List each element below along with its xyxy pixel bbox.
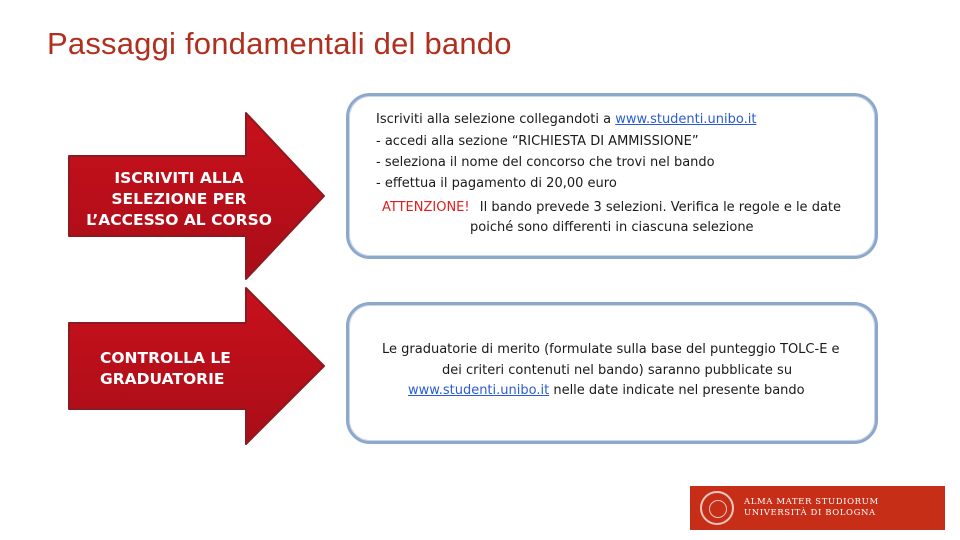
- warning-text: Il bando prevede 3 selezioni. Verifica le regole e le date: [479, 200, 842, 215]
- step2-arrow-label: CONTROLLA LE GRADUATORIE: [100, 349, 231, 388]
- studenti-link[interactable]: www.studenti.unibo.it: [408, 383, 550, 398]
- step1-bullet: - accedi alla sezione “RICHIESTA DI AMMISSIONE”: [376, 134, 699, 149]
- studenti-link[interactable]: www.studenti.unibo.it: [615, 112, 757, 127]
- university-logo: [690, 486, 945, 530]
- step1-info-box: [346, 93, 878, 259]
- page-title: Passaggi fondamentali del bando: [47, 26, 512, 61]
- logo-text: ALMA MATER STUDIORUM UNIVERSITÀ DI BOLOGNA: [744, 497, 879, 518]
- step1-bullet: - seleziona il nome del concorso che trovi nel bando: [376, 155, 715, 170]
- warning-label: ATTENZIONE!: [382, 200, 470, 215]
- step1-intro: Iscriviti alla selezione collegandoti a: [376, 112, 612, 127]
- warning-text-2: poiché sono differenti in ciascuna selezione: [470, 220, 754, 235]
- step1-arrow-label: ISCRIVITI ALLA SELEZIONE PER L’ACCESSO AL CORSO: [86, 169, 272, 229]
- step2-line: nelle date indicate nel presente bando: [553, 383, 805, 398]
- step2-line: Le graduatorie di merito (formulate sulla base del punteggio TOLC-E e: [382, 342, 840, 357]
- seal-icon: [700, 491, 734, 525]
- step2-info-box: [346, 302, 878, 444]
- step2-line: dei criteri contenuti nel bando) saranno pubblicate su: [442, 363, 793, 378]
- step1-bullet: - effettua il pagamento di 20,00 euro: [376, 176, 617, 191]
